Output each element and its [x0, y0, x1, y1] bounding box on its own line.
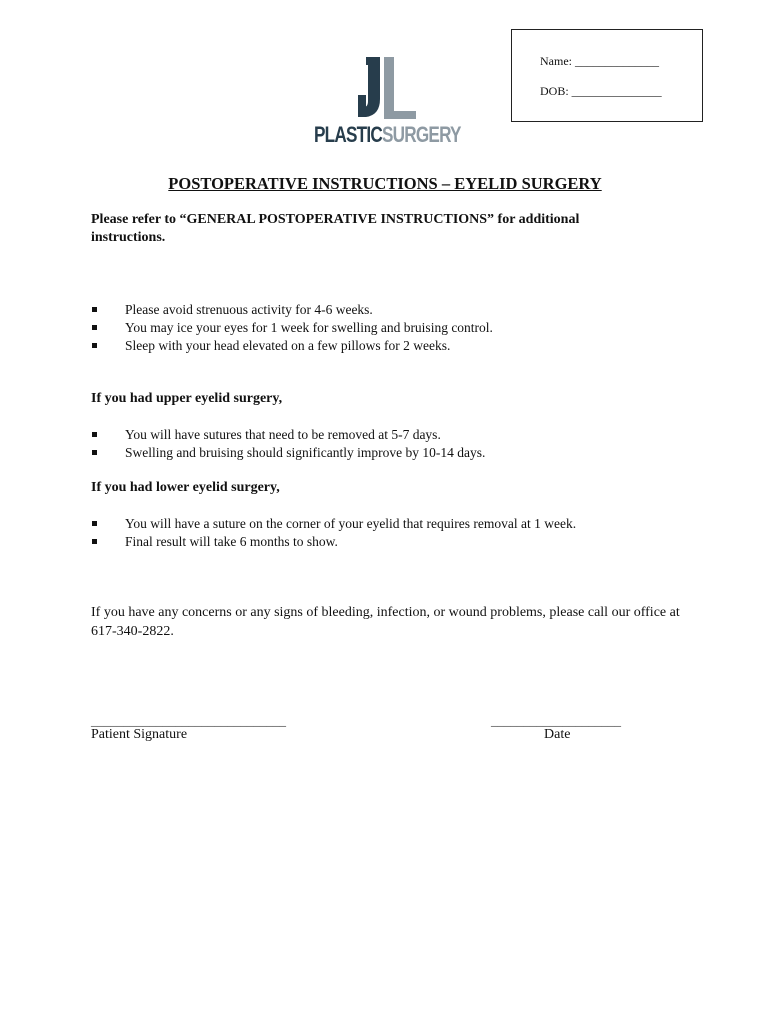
bullet-square-icon — [92, 432, 97, 437]
list-item: Please avoid strenuous activity for 4-6 weeks. — [91, 301, 493, 319]
logo-word-surgery: SURGERY — [381, 122, 461, 147]
bullet-square-icon — [92, 450, 97, 455]
logo-word-plastic: PLASTIC — [314, 122, 382, 147]
dob-field[interactable]: DOB: _______________ — [540, 84, 662, 98]
list-item: Sleep with your head elevated on a few pillows for 2 weeks. — [91, 337, 493, 355]
patient-info-box — [511, 29, 703, 122]
logo-wordmark — [314, 122, 461, 147]
date-line[interactable]: ____________________ — [491, 713, 621, 728]
upper-eyelid-list — [91, 426, 485, 462]
bullet-square-icon — [92, 521, 97, 526]
bullet-square-icon — [92, 539, 97, 544]
lower-eyelid-heading: If you had lower eyelid surgery, — [91, 480, 280, 495]
intro-paragraph: Please refer to “GENERAL POSTOPERATIVE INSTRUCTIONS” for additional instructions. — [91, 212, 580, 245]
bullet-square-icon — [92, 343, 97, 348]
document-title: POSTOPERATIVE INSTRUCTIONS – EYELID SURGERY — [168, 174, 602, 193]
jl-monogram — [314, 55, 460, 121]
lower-eyelid-list — [91, 515, 576, 551]
patient-signature-label: Patient Signature — [91, 727, 188, 742]
list-item: You may ice your eyes for 1 week for swelling and bruising control. — [91, 319, 493, 337]
practice-logo — [314, 55, 460, 149]
list-item: Swelling and bruising should significantly improve by 10-14 days. — [91, 444, 485, 462]
upper-eyelid-heading: If you had upper eyelid surgery, — [91, 391, 283, 406]
list-item: You will have sutures that need to be removed at 5-7 days. — [91, 426, 485, 444]
list-item: Final result will take 6 months to show. — [91, 533, 576, 551]
bullet-square-icon — [92, 325, 97, 330]
date-label: Date — [544, 727, 571, 742]
patient-signature-line[interactable]: ______________________________ — [91, 713, 286, 728]
bullet-square-icon — [92, 307, 97, 312]
list-item: You will have a suture on the corner of your eyelid that requires removal at 1 week. — [91, 515, 576, 533]
general-instructions-list — [91, 301, 493, 355]
contact-paragraph: If you have any concerns or any signs of bleeding, infection, or wound problems, please call our office at 617-340-2822. — [91, 605, 680, 639]
name-field[interactable]: Name: ______________ — [540, 54, 659, 68]
